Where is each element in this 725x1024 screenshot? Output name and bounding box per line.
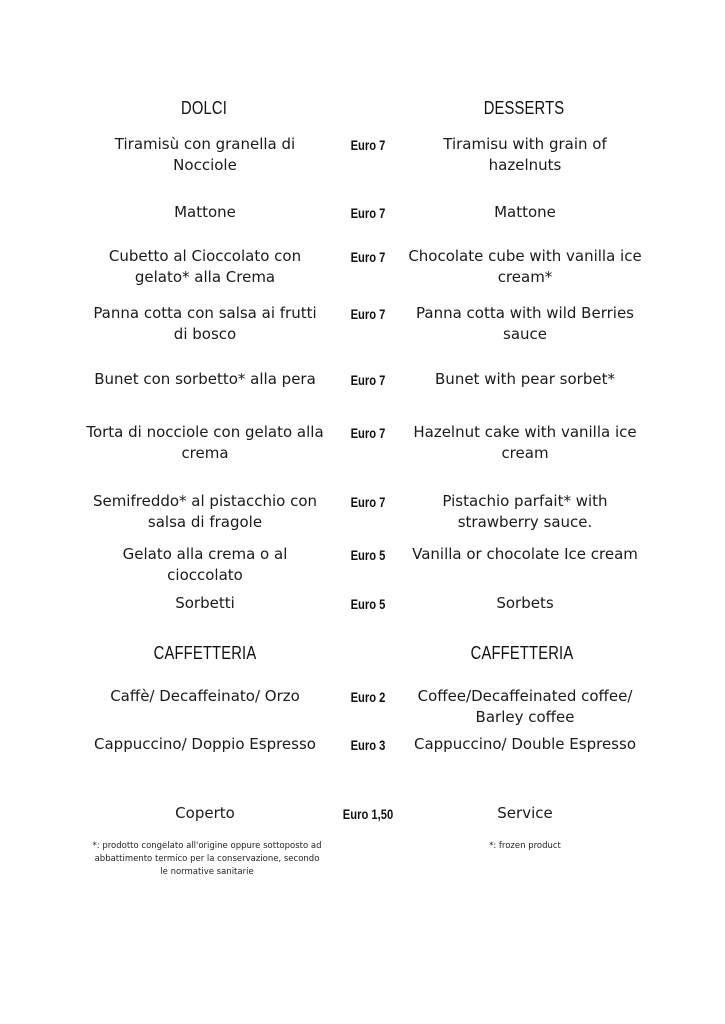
item-price: Euro 5: [350, 596, 386, 612]
item-price: Euro 5: [350, 547, 386, 563]
footnote-en: *: frozen product: [489, 841, 561, 851]
item-price: Euro 7: [350, 306, 386, 322]
item-name-en: Pistachio parfait* with strawberry sauce.: [442, 492, 608, 531]
item-price: Euro 2: [350, 689, 386, 705]
item-price: Euro 7: [350, 425, 386, 441]
item-name-en: Vanilla or chocolate Ice cream: [412, 545, 638, 563]
item-name-it: Cappuccino/ Doppio Espresso: [94, 735, 316, 753]
item-name-en: Chocolate cube with vanilla ice cream*: [408, 247, 642, 286]
item-name-it: Gelato alla crema o al cioccolato: [122, 545, 288, 584]
header-caffetteria-en: CAFFETTERIA: [470, 643, 574, 663]
item-name-it: Caffè/ Decaffeinato/ Orzo: [110, 687, 300, 705]
item-name-en: Bunet with pear sorbet*: [435, 370, 615, 388]
item-name-en: Panna cotta with wild Berries sauce: [416, 304, 634, 343]
item-name-en: Hazelnut cake with vanilla ice cream: [413, 423, 637, 462]
item-name-en: Service: [497, 804, 553, 822]
item-name-it: Semifreddo* al pistacchio con salsa di fragole: [92, 492, 318, 531]
item-name-it: Torta di nocciole con gelato alla crema: [86, 423, 324, 462]
item-price: Euro 7: [350, 372, 386, 388]
item-price: Euro 7: [350, 137, 386, 153]
item-price: Euro 1,50: [342, 806, 394, 822]
footnote-it: *: prodotto congelato all'origine oppure sottoposto ad abbattimento termico per la conservazione, secondo le normative sanitarie: [92, 841, 322, 877]
item-name-it: Cubetto al Cioccolato con gelato* alla Crema: [108, 247, 302, 286]
header-caffetteria-it: CAFFETTERIA: [153, 643, 257, 663]
item-name-it: Tiramisù con granella di Nocciole: [114, 135, 296, 174]
item-name-en: Sorbets: [496, 594, 554, 612]
item-name-it: Mattone: [174, 203, 236, 221]
item-price: Euro 7: [350, 494, 386, 510]
item-name-it: Panna cotta con salsa ai frutti di bosco: [93, 304, 317, 343]
item-name-it: Sorbetti: [175, 594, 235, 612]
header-dolci: DOLCI: [181, 98, 227, 118]
item-name-en: Coffee/Decaffeinated coffee/ Barley coffee: [417, 687, 633, 726]
item-name-en: Tiramisu with grain of hazelnuts: [443, 135, 607, 174]
header-desserts: DESSERTS: [483, 98, 565, 118]
item-price: Euro 7: [350, 249, 386, 265]
item-name-it: Bunet con sorbetto* alla pera: [94, 370, 316, 388]
item-price: Euro 3: [350, 737, 386, 753]
item-name-it: Coperto: [175, 804, 235, 822]
item-price: Euro 7: [350, 205, 386, 221]
item-name-en: Mattone: [494, 203, 556, 221]
item-name-en: Cappuccino/ Double Espresso: [414, 735, 636, 753]
